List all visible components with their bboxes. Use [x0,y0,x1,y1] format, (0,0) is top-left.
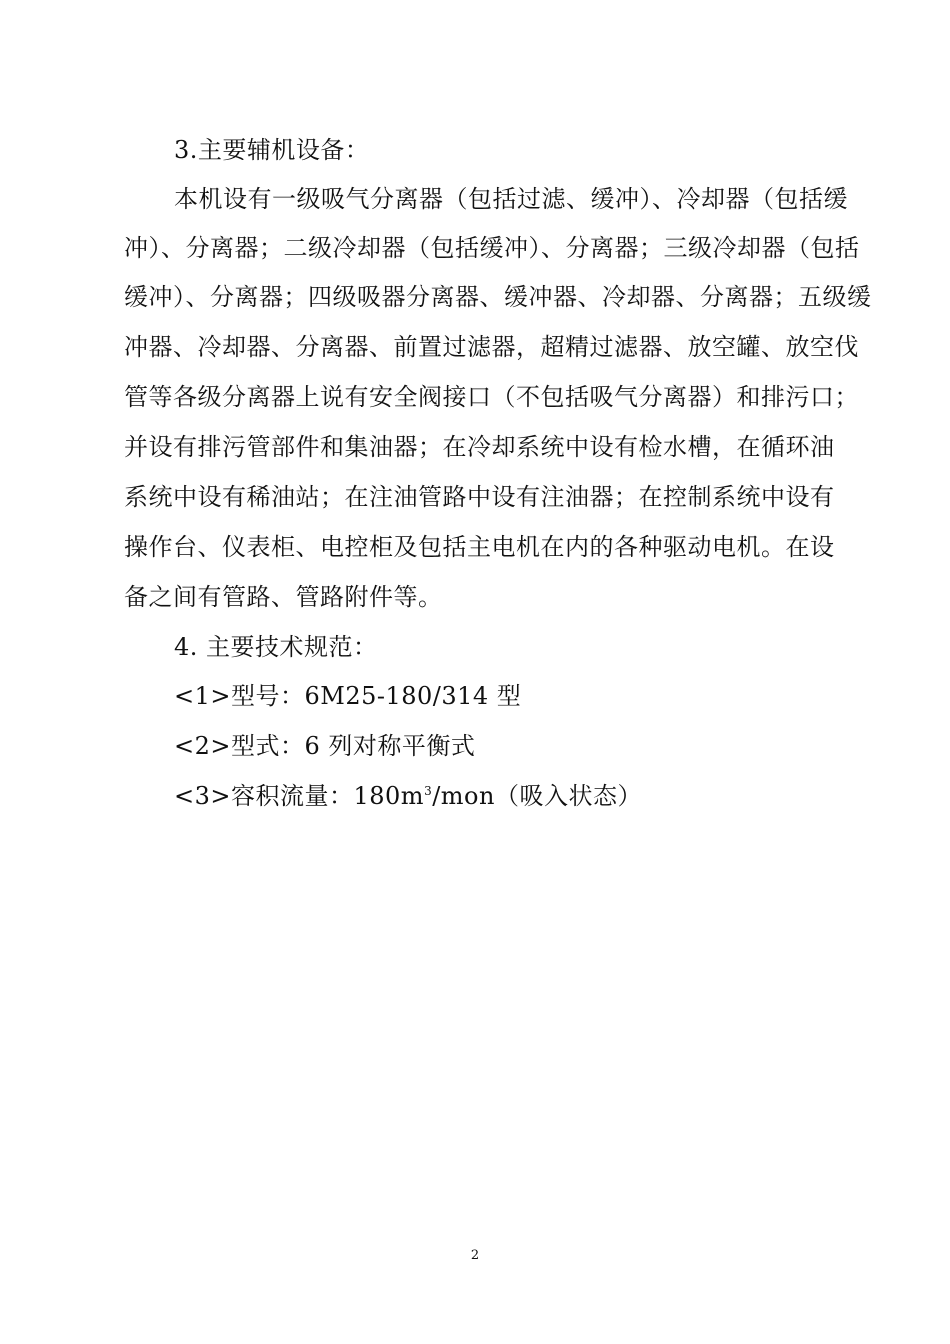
spec-flow-prefix: <3>容积流量：180m [174,782,425,810]
page-number: 2 [470,1248,480,1263]
spec-model: <1>型号：6M25-180/314 型 [174,682,522,710]
paragraph-line: 备之间有管路、管路附件等。 [124,583,443,611]
spec-flow-superscript: 3 [424,784,433,798]
paragraph-line: 缓冲）、分离器；四级吸器分离器、缓冲器、冷却器、分离器；五级缓 [124,283,872,311]
paragraph-line: 冲）、分离器；二级冷却器（包括缓冲）、分离器；三级冷却器（包括 [124,234,860,262]
paragraph-line: 操作台、仪表柜、电控柜及包括主电机在内的各种驱动电机。在设 [124,533,835,561]
spec-type: <2>型式：6 列对称平衡式 [174,732,476,760]
paragraph-line: 冲器、冷却器、分离器、前置过滤器，超精过滤器、放空罐、放空伐 [124,333,859,361]
spec-flow-suffix: /mon（吸入状态） [432,782,642,810]
paragraph-line: 管等各级分离器上说有安全阀接口（不包括吸气分离器）和排污口； [124,383,859,411]
section-3-heading: 3.主要辅机设备： [174,136,370,164]
spec-flow-rate [174,780,904,812]
paragraph-line: 本机设有一级吸气分离器（包括过滤、缓冲）、冷却器（包括缓 [174,185,848,213]
section-4-heading: 4. 主要技术规范： [174,633,378,661]
paragraph-line: 并设有排污管部件和集油器；在冷却系统中设有检水槽，在循环油 [124,433,835,461]
paragraph-line: 系统中设有稀油站；在注油管路中设有注油器；在控制系统中设有 [124,483,835,511]
